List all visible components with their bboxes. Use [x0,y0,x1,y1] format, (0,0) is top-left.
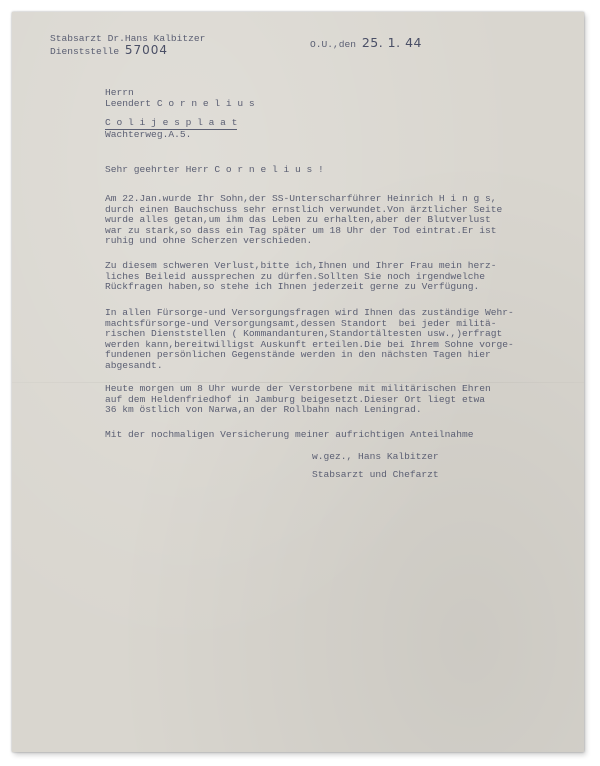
paragraph-line: Zu diesem schweren Verlust,bitte ich,Ihnen und Ihrer Frau mein herz- [105,260,497,271]
letter-page [12,12,584,752]
recipient-salutation: Herrn [105,87,134,98]
paragraph-line: wurde alles getan,um ihm das Leben zu erhalten,aber der Blutverlust [105,214,491,226]
paragraph-line: Am 22.Jan.wurde Ihr Sohn,der SS-Unterscharführer Heinrich H i n g s, [105,193,497,204]
place-date-prefix: O.U.,den [310,39,357,50]
paragraph-line: durch einen Bauchschuss sehr ernstlich verwundet.Von ärztlicher Seite [105,203,503,215]
paragraph-line: 36 km östlich von Narwa,an der Rollbahn nach Leningrad. [105,404,422,416]
paragraph-line: In allen Fürsorge-und Versorgungsfragen wird Ihnen das zuständige Wehr- [105,307,514,318]
paragraph-line: Heute morgen um 8 Uhr wurde der Verstorbene mit militärischen Ehren [105,383,491,394]
paragraph-line: liches Beileid aussprechen zu dürfen.Sollten Sie noch irgendwelche [105,270,485,282]
paragraph-1 [105,194,575,247]
paragraph-line: Rückfragen haben,so stehe ich Ihnen jederzeit gerne zu Verfügung. [105,281,480,293]
office-label: Dienststelle [50,46,120,57]
office-line [50,45,168,58]
paragraph-line: rischen Dienststellen ( Kommandanturen,Standortältesten usw.,)erfragt [105,328,503,340]
office-number: 57004 [124,43,169,57]
recipient-street: Wachterweg.A.5. [105,129,192,140]
date-handwritten: 25. 1. 44 [361,35,422,50]
paragraph-line: ruhig und ohne Scherzen verschieden. [105,235,313,247]
paragraph-2 [105,261,575,293]
paragraph-line: machtsfürsorge-und Versorgungsamt,dessen Standort bei jeder militä- [105,317,497,329]
paragraph-line: war zu stark,so dass ein Tag später um 18 Uhr der Tod eintrat.Er ist [105,224,497,236]
place-date-line [310,35,422,51]
paragraph-line: fundenen persönlichen Gegenstände werden in den nächsten Tagen hier [105,349,491,361]
paragraph-3 [105,308,575,372]
sender-line: Stabsarzt Dr.Hans Kalbitzer [50,33,206,44]
paragraph-line: werden kann,bereitwilligst Auskunft erteilen.Die bei Ihrem Sohne vorge- [105,338,514,350]
paragraph-4 [105,384,575,416]
recipient-name: Leendert C o r n e l i u s [105,98,255,109]
closing-line: Mit der nochmaligen Versicherung meiner aufrichtigen Anteilnahme [105,429,474,440]
paragraph-line: abgesandt. [105,359,163,371]
greeting: Sehr geehrter Herr C o r n e l i u s ! [105,164,324,175]
recipient-city: C o l i j e s p l a a t [105,117,238,128]
paragraph-line: auf dem Heldenfriedhof in Jamburg beigesetzt.Dieser Ort liegt etwa [105,393,485,405]
signature-name: w.gez., Hans Kalbitzer [312,451,439,462]
signature-title: Stabsarzt und Chefarzt [312,469,439,480]
